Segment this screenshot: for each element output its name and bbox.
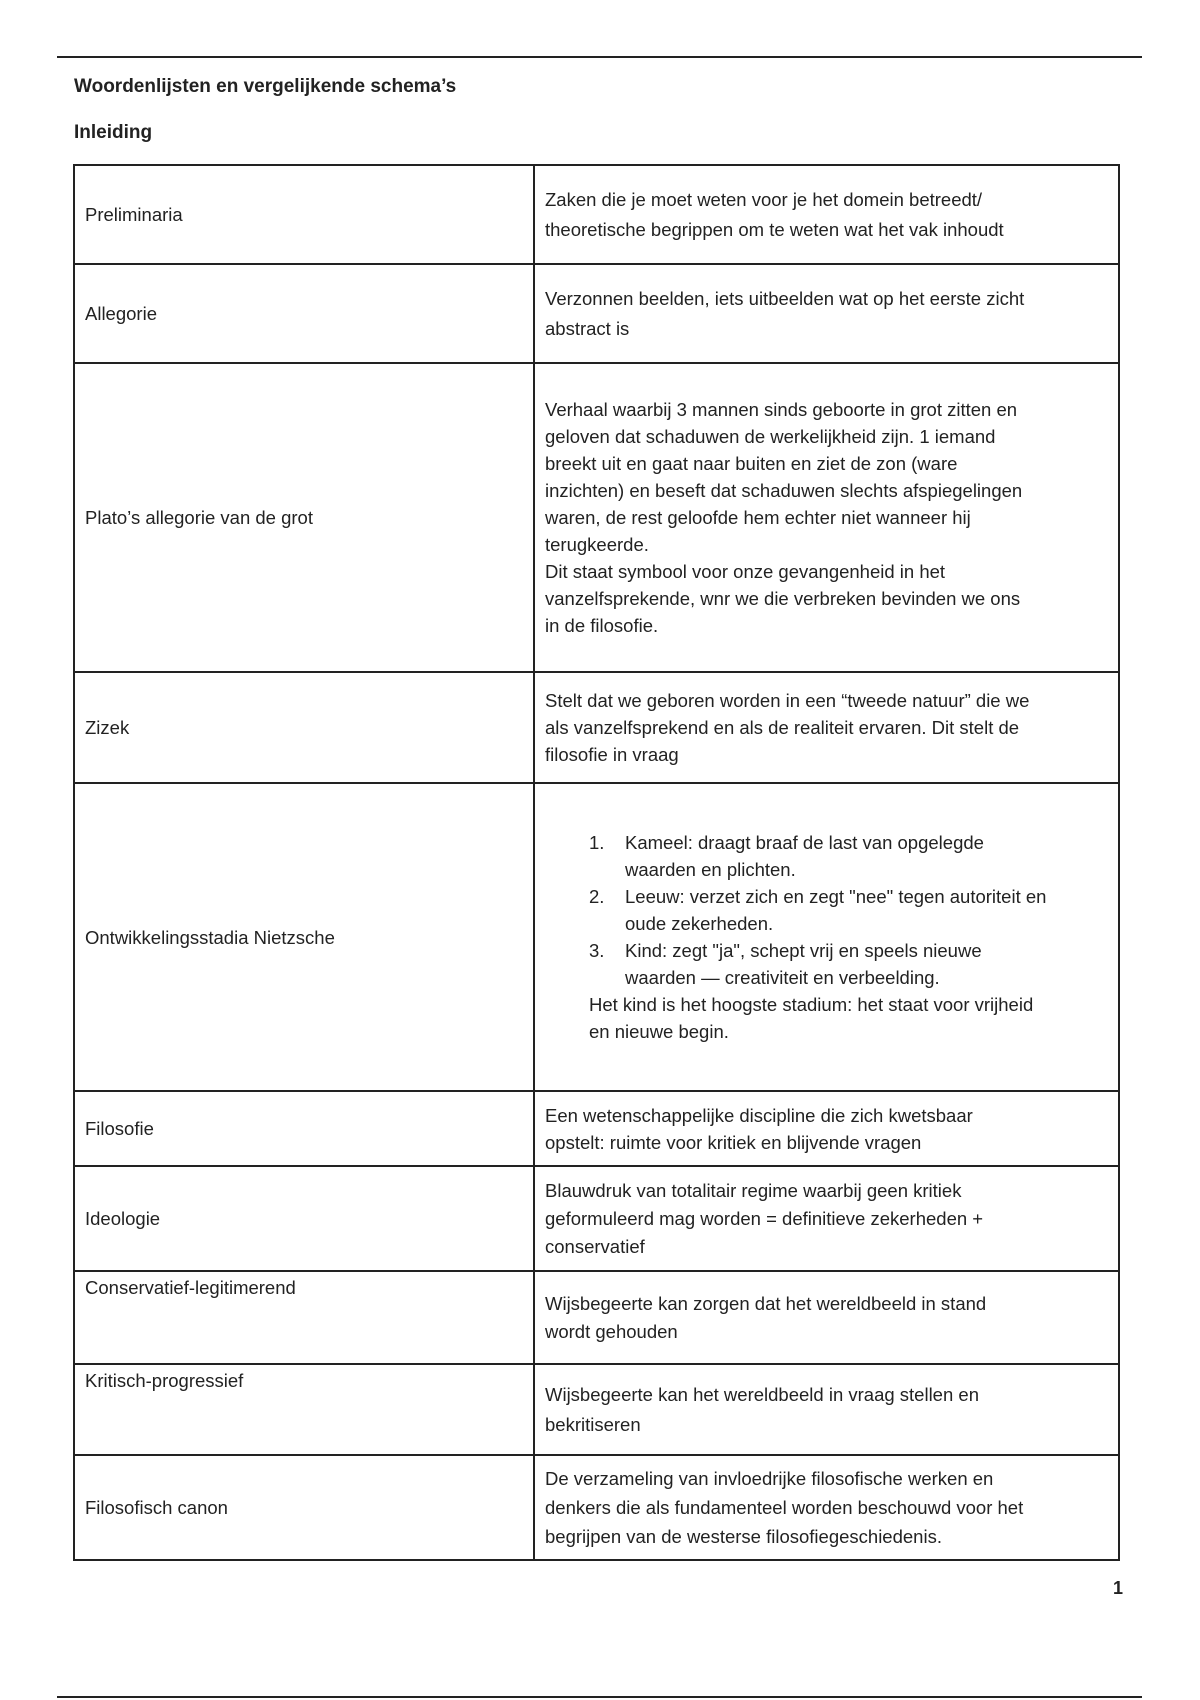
definition-line: waren, de rest geloofde hem echter niet wanneer hij — [545, 507, 971, 528]
definition-line: conservatief — [545, 1235, 645, 1257]
definition-line: De verzameling van invloedrijke filosofische werken en — [545, 1468, 994, 1489]
definition-cell — [534, 672, 1119, 783]
term-cell: Allegorie — [74, 264, 534, 363]
definition-line: Dit staat symbool voor onze gevangenheid in het — [545, 561, 946, 582]
definition-line: breekt uit en gaat naar buiten en ziet de zon (ware — [545, 453, 958, 474]
term-cell: Preliminaria — [74, 165, 534, 264]
term-cell: Ontwikkelingsstadia Nietzsche — [74, 783, 534, 1091]
definition-cell — [534, 363, 1119, 672]
conclusion-line: en nieuwe begin. — [589, 1021, 729, 1042]
stages-list — [545, 829, 1108, 991]
page-number: 1 — [1113, 1578, 1124, 1598]
definition-line: Wijsbegeerte kan zorgen dat het wereldbeeld in stand — [545, 1292, 987, 1314]
document-title: Woordenlijsten en vergelijkende schema’s — [74, 76, 457, 97]
table-row — [74, 1364, 1119, 1455]
definition-cell — [534, 783, 1119, 1091]
term-cell: Zizek — [74, 672, 534, 783]
table-row — [74, 783, 1119, 1091]
stage-line: Leeuw: verzet zich en zegt "nee" tegen autoriteit en — [625, 886, 1047, 907]
table-row — [74, 1455, 1119, 1560]
table-row — [74, 1091, 1119, 1166]
term-cell: Conservatief-legitimerend — [74, 1271, 534, 1364]
definition-line: Wijsbegeerte kan het wereldbeeld in vraag stellen en — [545, 1383, 979, 1405]
table-row — [74, 672, 1119, 783]
definition-line: Blauwdruk van totalitair regime waarbij geen kritiek — [545, 1179, 962, 1201]
definition-line: Verhaal waarbij 3 mannen sinds geboorte in grot zitten en — [545, 399, 1018, 420]
definition-cell — [534, 1455, 1119, 1560]
definition-line: abstract is — [545, 317, 630, 339]
definition-line: geformuleerd mag worden = definitieve zekerheden + — [545, 1207, 984, 1229]
table-row — [74, 1271, 1119, 1364]
definition-cell — [534, 1271, 1119, 1364]
stage-line: Kameel: draagt braaf de last van opgelegde — [625, 832, 984, 853]
table-row — [74, 1166, 1119, 1271]
bottom-rule — [57, 1696, 1142, 1698]
conclusion-line: Het kind is het hoogste stadium: het staat voor vrijheid — [589, 994, 1034, 1015]
definition-line: inzichten) en beseft dat schaduwen slechts afspiegelingen — [545, 480, 1023, 501]
definition-line: filosofie in vraag — [545, 744, 679, 765]
definition-line: Een wetenschappelijke discipline die zich kwetsbaar — [545, 1104, 973, 1126]
glossary-table — [73, 164, 1120, 1561]
table-row — [74, 165, 1119, 264]
definition-line: vanzelfsprekende, wnr we die verbreken bevinden we ons — [545, 588, 1021, 609]
definition-line: denkers die als fundamenteel worden beschouwd voor het — [545, 1497, 1024, 1518]
definition-line: opstelt: ruimte voor kritiek en blijvende vragen — [545, 1131, 922, 1153]
section-title: Inleiding — [74, 122, 153, 143]
definition-line: terugkeerde. — [545, 534, 649, 555]
stages-conclusion — [545, 991, 1108, 1045]
definition-line: Stelt dat we geboren worden in een “tweede natuur” die we — [545, 690, 1030, 711]
definition-cell — [534, 1166, 1119, 1271]
stage-line: Kind: zegt "ja", schept vrij en speels nieuwe — [625, 940, 982, 961]
term-cell: Plato’s allegorie van de grot — [74, 363, 534, 672]
definition-line: bekritiseren — [545, 1413, 641, 1435]
table-row — [74, 363, 1119, 672]
stage-line: oude zekerheden. — [625, 913, 774, 934]
term-cell: Kritisch-progressief — [74, 1364, 534, 1455]
stage-item — [589, 883, 1108, 937]
stage-line: waarden — creativiteit en verbeelding. — [625, 967, 940, 988]
definition-line: wordt gehouden — [545, 1320, 678, 1342]
definition-line: begrijpen van de westerse filosofiegeschiedenis. — [545, 1526, 942, 1547]
definition-cell — [534, 165, 1119, 264]
term-cell: Filosofie — [74, 1091, 534, 1166]
definition-cell — [534, 1364, 1119, 1455]
term-cell: Filosofisch canon — [74, 1455, 534, 1560]
definition-line: in de filosofie. — [545, 615, 659, 636]
definition-line: als vanzelfsprekend en als de realiteit ervaren. Dit stelt de — [545, 717, 1020, 738]
stage-item — [589, 937, 1108, 991]
definition-line: Zaken die je moet weten voor je het domein betreedt/ — [545, 188, 983, 210]
definition-line: geloven dat schaduwen de werkelijkheid zijn. 1 iemand — [545, 426, 996, 447]
definition-line: theoretische begrippen om te weten wat het vak inhoudt — [545, 218, 1004, 240]
definition-cell — [534, 1091, 1119, 1166]
stage-item — [589, 829, 1108, 883]
table-row — [74, 264, 1119, 363]
definition-line: Verzonnen beelden, iets uitbeelden wat op het eerste zicht — [545, 287, 1025, 309]
term-cell: Ideologie — [74, 1166, 534, 1271]
stage-line: waarden en plichten. — [625, 859, 796, 880]
definition-cell — [534, 264, 1119, 363]
top-rule — [57, 56, 1142, 58]
